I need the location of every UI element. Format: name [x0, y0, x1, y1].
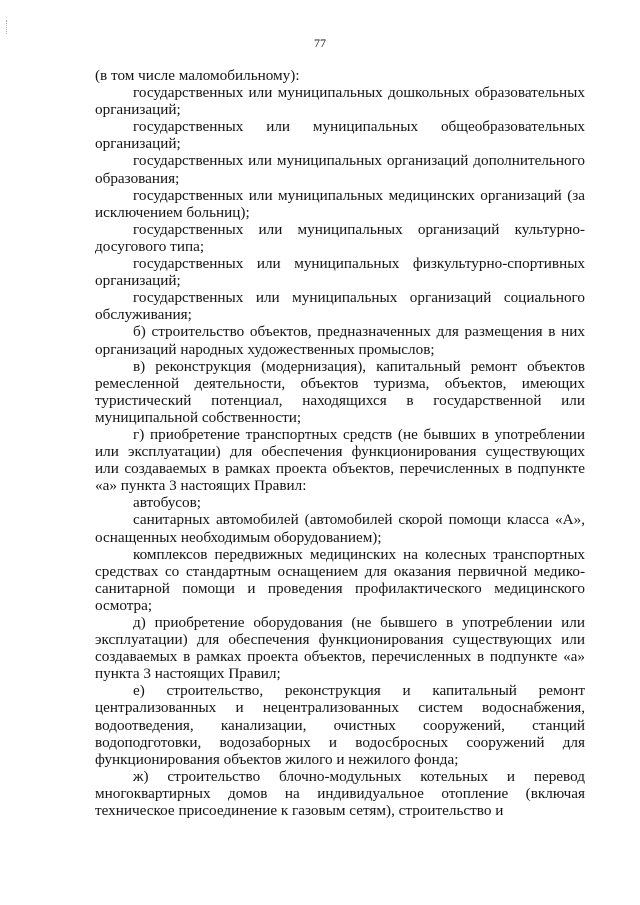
paragraph-item-v: в) реконструкция (модернизация), капитальный ремонт объектов ремесленной деятельности, объектов туризма, объектов, имеющих туристический потенциал, находящихся в государственной или муниципальной собственности;	[95, 357, 585, 426]
paragraph-cultural-leisure-orgs: государственных или муниципальных организаций культурно-досугового типа;	[95, 220, 585, 255]
paragraph-item-b: б) строительство объектов, предназначенных для размещения в них организаций народных художественных промыслов;	[95, 323, 585, 358]
paragraph-preschool-orgs: государственных или муниципальных дошкольных образовательных организаций;	[95, 84, 585, 119]
paragraph-item-e: е) строительство, реконструкция и капитальный ремонт централизованных и нецентрализованных систем водоснабжения, водоотведения, канализации, очистных сооружений, станций водоподготовки, водозаборных и водосбросных сооружений для функционирования объектов жилого и нежилого фонда;	[95, 682, 585, 768]
paragraph-buses: автобусов;	[133, 494, 202, 512]
paragraph-general-education-orgs: государственных или муниципальных общеобразовательных организаций;	[95, 118, 585, 153]
paragraph-additional-education-orgs: государственных или муниципальных организаций дополнительного образования;	[95, 152, 585, 187]
document-body	[95, 67, 585, 819]
paragraph-item-g: г) приобретение транспортных средств (не бывших в употреблении или эксплуатации) для обеспечения функционирования существующих или создаваемых в рамках проекта объектов, перечисленных в подпункте «а» пункта 3 настоящих Правил:	[95, 425, 585, 495]
paragraph-mobile-medical-complexes: комплексов передвижных медицинских на колесных транспортных средствах со стандартным оснащением для оказания первичной медико-санитарной помощи и проведения профилактического медицинского осмотра;	[95, 545, 585, 614]
page-number: 77	[314, 36, 326, 50]
paragraph-social-service-orgs: государственных или муниципальных организаций социального обслуживания;	[95, 289, 585, 324]
scan-edge-mark	[6, 20, 10, 34]
paragraph-medical-orgs: государственных или муниципальных медицинских организаций (за исключением больниц);	[95, 186, 585, 221]
paragraph-item-d: д) приобретение оборудования (не бывшего в употреблении или эксплуатации) для обеспечения функционирования существующих или создаваемых в рамках проекта объектов, перечисленных в подпункте «а» пункта 3 настоящих Правил;	[95, 614, 585, 683]
paragraph-item-zh: ж) строительство блочно-модульных котельных и перевод многоквартирных домов на индивидуальное отопление (включая техническое присоединение к газовым сетям), строительство и	[95, 767, 585, 820]
paragraph-sports-orgs: государственных или муниципальных физкультурно-спортивных организаций;	[95, 255, 585, 290]
paragraph-intro-continuation: (в том числе маломобильному):	[95, 67, 300, 84]
paragraph-ambulances: санитарных автомобилей (автомобилей скорой помощи класса «А», оснащенных необходимым оборудованием);	[95, 511, 585, 546]
